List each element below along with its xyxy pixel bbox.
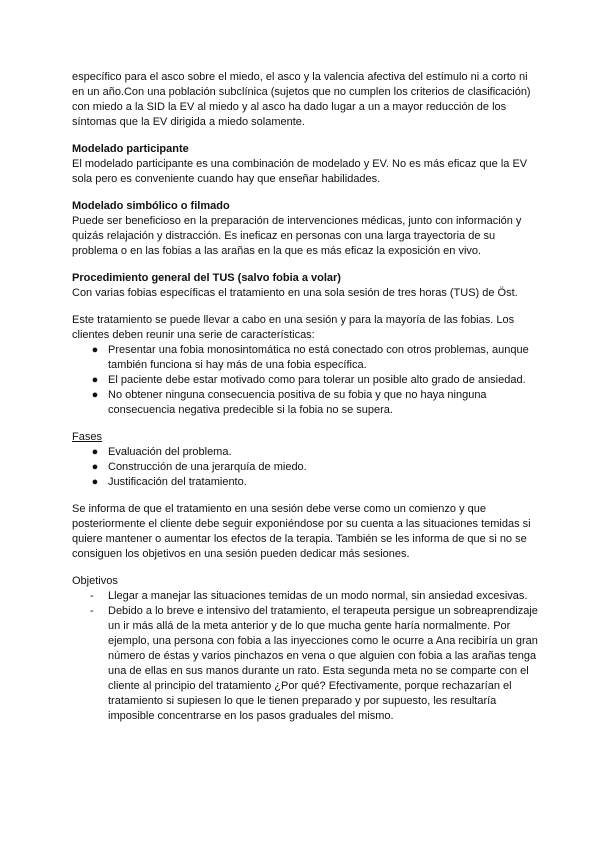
bullet-icon: ● bbox=[91, 374, 99, 386]
list-item-text: Construcción de una jerarquía de miedo. bbox=[108, 461, 307, 473]
bullet-icon: ● bbox=[91, 446, 99, 458]
list-item-text: Evaluación del problema. bbox=[108, 446, 232, 458]
list-item-text: Presentar una fobia monosintomática no está conectado con otros problemas, aunque también funciona si hay más de una fobia específica. bbox=[108, 344, 529, 371]
bullet-icon: ● bbox=[91, 344, 99, 356]
fases-list bbox=[72, 445, 540, 490]
requisitos-list bbox=[72, 343, 540, 418]
bullet-icon: ● bbox=[91, 389, 99, 401]
paragraph-requisitos-intro: Este tratamiento se puede llevar a cabo en una sesión y para la mayoría de las fobias. Los clientes deben reunir una serie de características: bbox=[72, 314, 515, 341]
heading-modelado-simbolico: Modelado simbólico o filmado bbox=[72, 200, 230, 212]
list-item bbox=[91, 373, 540, 388]
paragraph-sesion: Se informa de que el tratamiento en una sesión debe verse como un comienzo y que posteriormente el cliente debe seguir exponiéndose por su cuenta a las situaciones temidas si quiere mantener o aumentar los efectos de la terapia. También se les informa de que si no se consiguen los objetivos en una sesión pueden dedicar más sesiones. bbox=[72, 503, 531, 560]
intro-paragraph: específico para el asco sobre el miedo, el asco y la valencia afectiva del estímulo ni a corto ni en un año.Con una población subclínica (sujetos que no cumplen los criterios de clasificación) con miedo a la SID la EV al miedo y al asco ha dado lugar a un a mayor reducción de los síntomas que la EV dirigida a miedo solamente. bbox=[72, 71, 531, 128]
list-item bbox=[91, 475, 540, 490]
heading-procedimiento-tus: Procedimiento general del TUS (salvo fobia a volar) bbox=[72, 272, 341, 284]
heading-fases: Fases bbox=[72, 431, 102, 443]
bullet-icon: ● bbox=[91, 476, 99, 488]
list-item-text: El paciente debe estar motivado como para tolerar un posible alto grado de ansiedad. bbox=[108, 374, 526, 386]
heading-objetivos: Objetivos bbox=[72, 575, 118, 587]
list-item bbox=[90, 589, 540, 604]
list-item-text: Justificación del tratamiento. bbox=[108, 476, 247, 488]
heading-modelado-participante: Modelado participante bbox=[72, 143, 189, 155]
bullet-icon: ● bbox=[91, 461, 99, 473]
list-item bbox=[91, 460, 540, 475]
list-item bbox=[91, 388, 540, 418]
dash-icon: - bbox=[90, 605, 94, 617]
list-item bbox=[91, 343, 540, 373]
list-item bbox=[91, 445, 540, 460]
paragraph-modelado-simbolico: Puede ser beneficioso en la preparación de intervenciones médicas, junto con información y quizás relajación y distracción. Es ineficaz en personas con una larga trayectoria de su problema o en las fobias a las arañas en la que es más eficaz la exposición en vivo. bbox=[72, 215, 522, 257]
list-item-text: Debido a lo breve e intensivo del tratamiento, el terapeuta persigue un sobreaprendizaje un ir más allá de la meta anterior y de lo que mucha gente haría normalmente. Por ejemplo, una persona con fobia a las inyecciones como le ocurre a Ana recibiría un gran número de éstas y varios pinchazos en vena o que alguien con fobia a las arañas tenga una de ellas en sus manos durante un rato. Esta segunda meta no se comparte con el cliente al principio del tratamiento ¿Por qué? Efectivamente, porque rechazarían el tratamiento si supiesen lo que le tienen preparado y por supuesto, les resultaría imposible concentrarse en los pasos graduales del mismo. bbox=[108, 605, 538, 722]
list-item-text: Llegar a manejar las situaciones temidas de un modo normal, sin ansiedad excesivas. bbox=[108, 590, 528, 602]
dash-icon: - bbox=[90, 590, 94, 602]
objetivos-list bbox=[72, 589, 540, 724]
list-item bbox=[90, 604, 540, 724]
list-item-text: No obtener ninguna consecuencia positiva de su fobia y que no haya ninguna consecuencia negativa predecible si la fobia no se supera. bbox=[108, 389, 487, 416]
paragraph-procedimiento-tus: Con varias fobias específicas el tratamiento en una sola sesión de tres horas (TUS) de Öst. bbox=[72, 287, 518, 299]
paragraph-modelado-participante: El modelado participante es una combinación de modelado y EV. No es más eficaz que la EV sola pero es conveniente cuando hay que enseñar habilidades. bbox=[72, 158, 528, 185]
